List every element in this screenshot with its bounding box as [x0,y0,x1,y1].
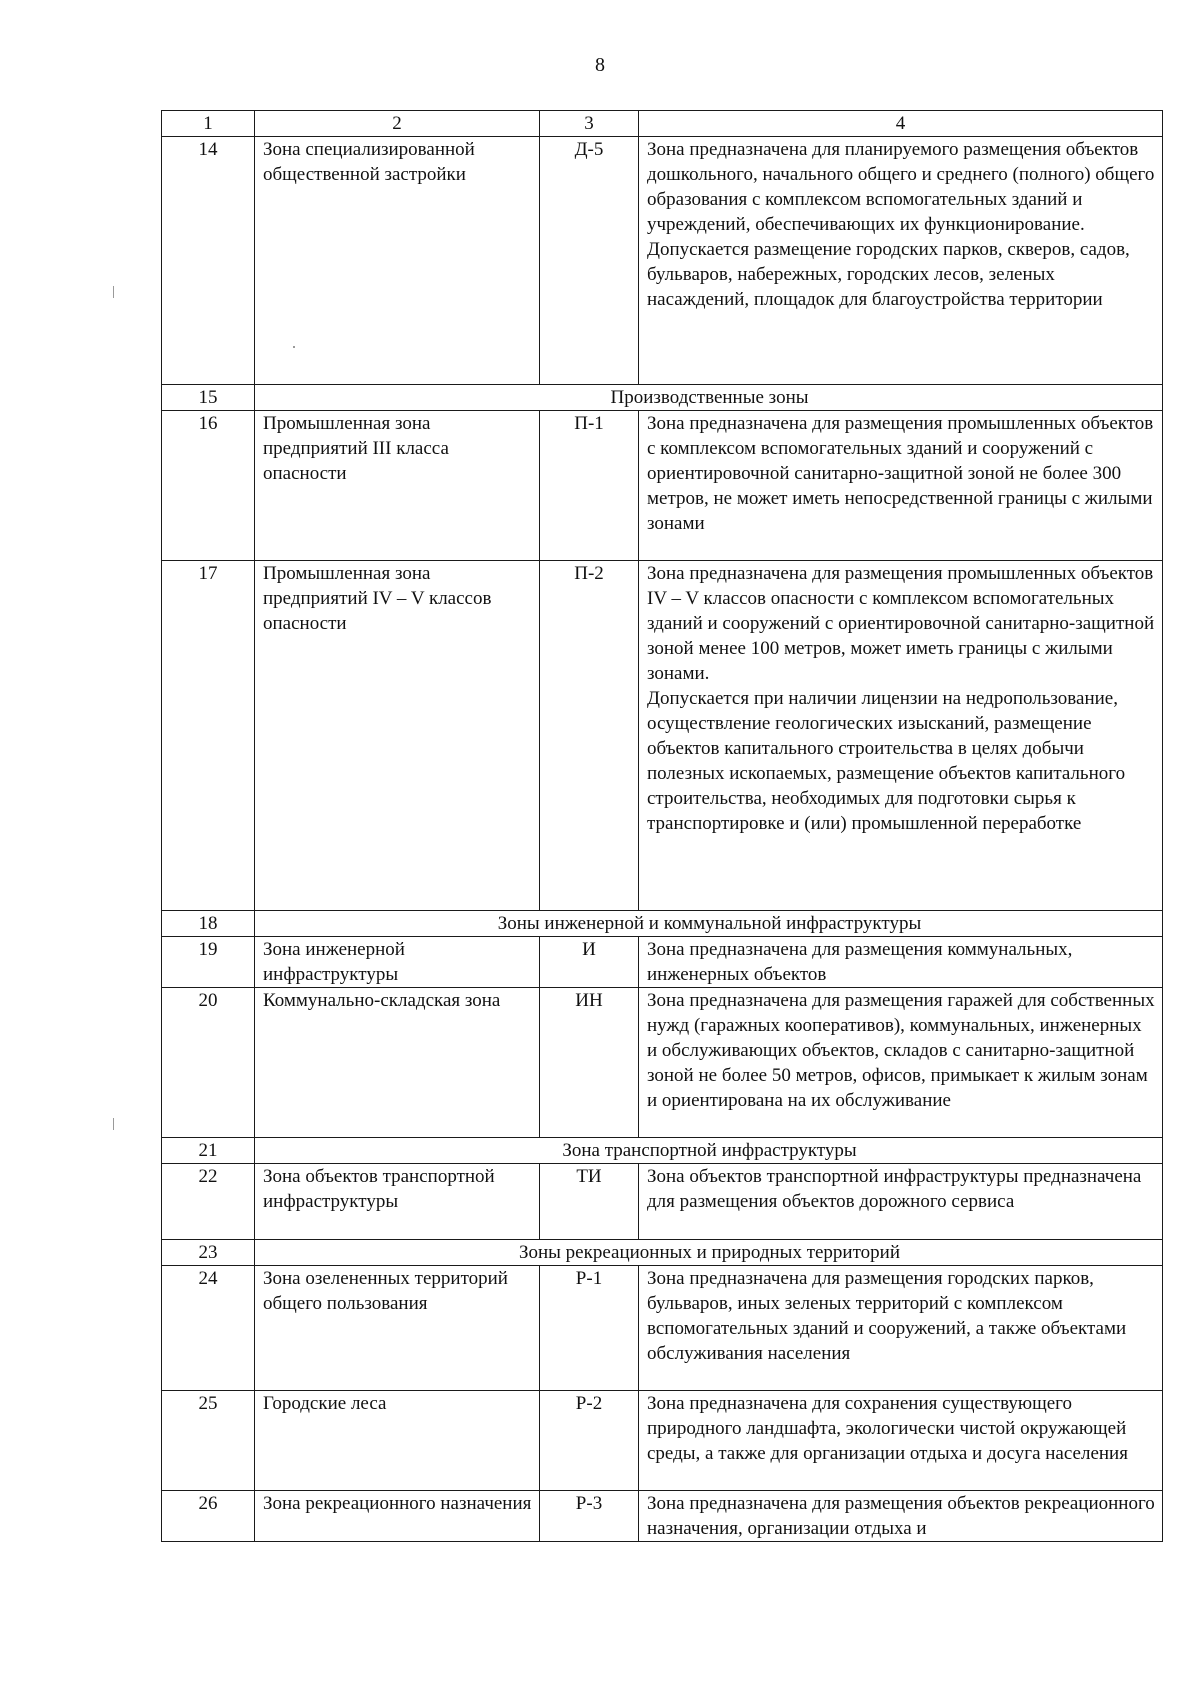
zone-name: Зона специализированной общественной застройки [255,137,540,385]
section-row [162,385,1163,411]
section-row [162,1138,1163,1164]
zone-code: П-2 [540,561,639,911]
scan-mark [293,346,295,348]
row-number: 18 [162,911,255,937]
table-row [162,561,1163,911]
row-number: 23 [162,1240,255,1266]
header-cell-4: 4 [639,111,1163,137]
description-paragraph: Зона объектов транспортной инфраструктуры предназначена для размещения объектов дорожного сервиса [647,1166,1142,1212]
zone-description [639,988,1163,1138]
row-number: 24 [162,1266,255,1391]
zone-code: Р-3 [540,1491,639,1542]
description-paragraph: Зона предназначена для размещения промышленных объектов IV – V классов опасности с комплексом вспомогательных зданий и сооружений с ориентировочной санитарно-защитной зоной менее 100 метров, может иметь границы с жилыми зонами. [647,563,1155,684]
row-number: 14 [162,137,255,385]
row-number: 19 [162,937,255,988]
row-number: 15 [162,385,255,411]
zone-name: Зона объектов транспортной инфраструктуры [255,1164,540,1240]
zone-name: Зона рекреационного назначения [255,1491,540,1542]
description-paragraph: Зона предназначена для планируемого размещения объектов дошкольного, начального общего и среднего (полного) общего образования с комплексом вспомогательных зданий и учреждений, обеспечивающих их функционирование. [647,139,1155,235]
header-cell-3: 3 [540,111,639,137]
zones-table [161,110,1163,1542]
section-title: Производственные зоны [255,385,1163,411]
header-cell-1: 1 [162,111,255,137]
zone-description [639,137,1163,385]
section-row [162,1240,1163,1266]
zone-name: Зона озелененных территорий общего пользования [255,1266,540,1391]
zone-description [639,1266,1163,1391]
row-number: 22 [162,1164,255,1240]
zone-description [639,1164,1163,1240]
row-number: 26 [162,1491,255,1542]
description-paragraph: Зона предназначена для размещения объектов рекреационного назначения, организации отдыха и [647,1493,1155,1539]
zone-name: Промышленная зона предприятий III класса опасности [255,411,540,561]
table-row [162,988,1163,1138]
zone-name: Промышленная зона предприятий IV – V классов опасности [255,561,540,911]
row-number: 16 [162,411,255,561]
description-paragraph: Допускается размещение городских парков, скверов, садов, бульваров, набережных, городских лесов, зеленых насаждений, площадок для благоустройства территории [647,239,1130,310]
zone-name: Городские леса [255,1391,540,1491]
description-paragraph: Зона предназначена для размещения промышленных объектов с комплексом вспомогательных зданий и сооружений с ориентировочной санитарно-защитной зоной не более 300 метров, не может иметь непосредственной границы с жилыми зонами [647,413,1154,534]
scan-mark [113,1118,114,1130]
row-number: 17 [162,561,255,911]
section-title: Зоны рекреационных и природных территорий [255,1240,1163,1266]
table-header-row [162,111,1163,137]
zone-description [639,937,1163,988]
table-row [162,1491,1163,1542]
zone-description [639,1391,1163,1491]
header-cell-2: 2 [255,111,540,137]
table-row [162,1266,1163,1391]
table-row [162,1164,1163,1240]
table-row [162,937,1163,988]
row-number: 20 [162,988,255,1138]
section-title: Зоны инженерной и коммунальной инфраструктуры [255,911,1163,937]
zone-code: ИН [540,988,639,1138]
description-paragraph: Зона предназначена для сохранения существующего природного ландшафта, экологически чистой окружающей среды, а также для организации отдыха и досуга населения [647,1393,1128,1464]
row-number: 25 [162,1391,255,1491]
description-paragraph: Допускается при наличии лицензии на недропользование, осуществление геологических изысканий, размещение объектов капитального строительства в целях добычи полезных ископаемых, размещение объектов капитального строительства, необходимых для подготовки сырья к транспортировке и (или) промышленной переработке [647,688,1126,834]
table-row [162,1391,1163,1491]
zone-code: Р-2 [540,1391,639,1491]
zone-name: Зона инженерной инфраструктуры [255,937,540,988]
zone-code: Р-1 [540,1266,639,1391]
page-number: 8 [595,54,605,76]
description-paragraph: Зона предназначена для размещения коммунальных, инженерных объектов [647,939,1073,985]
row-number: 21 [162,1138,255,1164]
zone-code: И [540,937,639,988]
zone-code: ТИ [540,1164,639,1240]
section-row [162,911,1163,937]
zone-code: П-1 [540,411,639,561]
zone-name: Коммунально-складская зона [255,988,540,1138]
zone-description [639,561,1163,911]
scan-mark [113,286,114,298]
zone-code: Д-5 [540,137,639,385]
table-row [162,137,1163,385]
zone-description [639,411,1163,561]
table-row [162,411,1163,561]
zone-description [639,1491,1163,1542]
description-paragraph: Зона предназначена для размещения городских парков, бульваров, иных зеленых территорий с комплексом вспомогательных зданий и сооружений, а также объектами обслуживания населения [647,1268,1127,1364]
section-title: Зона транспортной инфраструктуры [255,1138,1163,1164]
description-paragraph: Зона предназначена для размещения гаражей для собственных нужд (гаражных кооперативов), коммунальных, инженерных и обслуживающих объектов, складов с санитарно-защитной зоной не более 50 метров, офисов, примыкает к жилым зонам и ориентирована на их обслуживание [647,990,1155,1111]
